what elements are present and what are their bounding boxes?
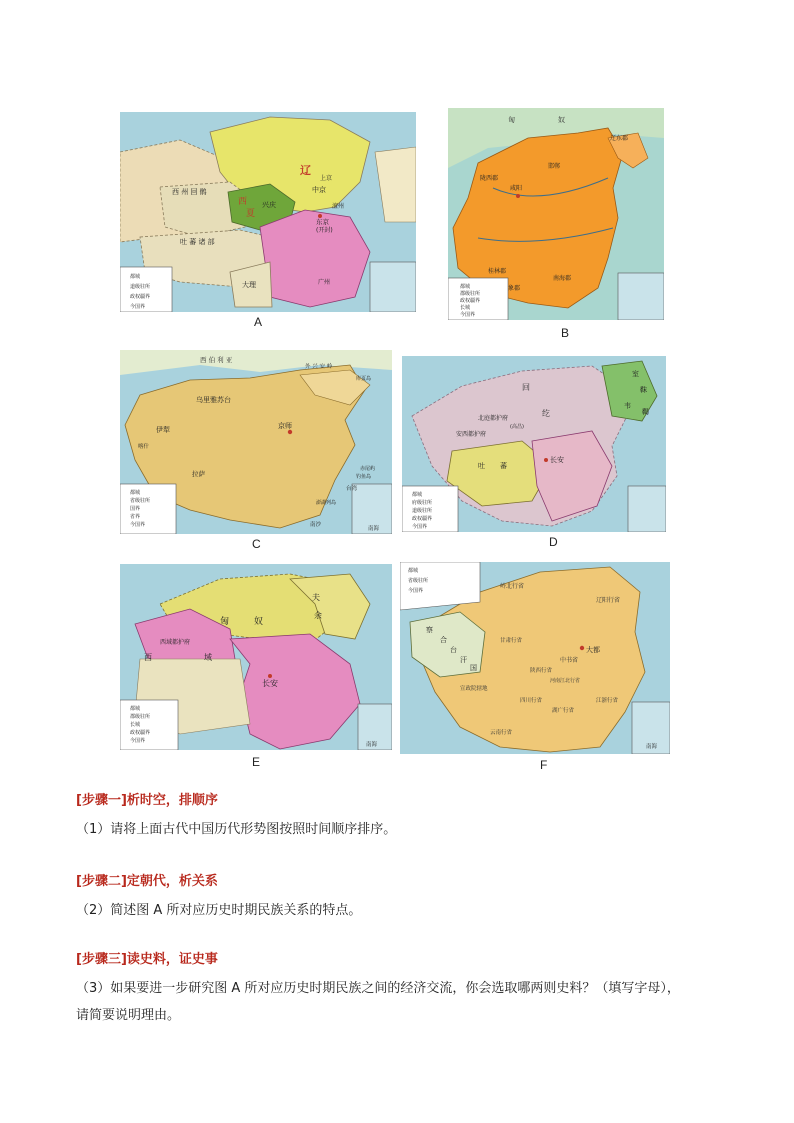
question-1: （1）请将上面古代中国历代形势图按照时间顺序排序。 — [76, 822, 397, 837]
question-2: （2）简述图 A 所对应历史时期民族关系的特点。 — [76, 903, 362, 918]
map-d-legend-5: 今国界 — [412, 524, 428, 530]
map-b-label-longxi: 陇西郡 — [480, 175, 499, 182]
map-a-label-guangzhou: 广州 — [318, 279, 331, 286]
map-a-label-kaifeng: (开封) — [316, 227, 333, 234]
map-e-legend-3: 长城 — [130, 722, 141, 728]
map-c-label-nansha: 南沙 — [310, 522, 322, 528]
map-e-legend-4: 政权疆界 — [130, 730, 151, 736]
map-f-label-sichuan: 四川行省 — [520, 698, 543, 704]
map-c-label-taiwan: 台湾 — [346, 486, 358, 492]
map-b — [448, 108, 664, 320]
map-a-label-xia: 夏 — [246, 209, 256, 219]
map-f-label-han: 汗 — [460, 656, 467, 664]
map-f-label-huguang: 湖广行省 — [552, 708, 575, 714]
map-d-label-hui: 回 — [522, 383, 530, 392]
map-d-legend-4: 政权疆界 — [412, 516, 433, 522]
map-d-label-anxi: 安西都护府 — [456, 431, 487, 438]
map-c-label-yili: 伊犁 — [156, 426, 170, 434]
map-a-label-chanzhou: 澶州 — [332, 203, 345, 210]
question-3-line-2: 请简要说明理由。 — [76, 1008, 181, 1023]
map-a-label-zhongjing: 中京 — [312, 186, 326, 194]
map-f-legend-3: 今国界 — [408, 588, 424, 594]
map-e-label-xiong: 匈 — [220, 617, 230, 627]
map-e-label-nanhai: 南海 — [366, 742, 378, 748]
map-a-label-xizhou-huihu: 西 州 回 鹘 — [172, 188, 207, 196]
map-d-label-bo: 蕃 — [500, 462, 507, 470]
map-c-label-uliastai: 乌里雅苏台 — [196, 396, 231, 404]
map-b-label-xiong: 匈 — [508, 116, 515, 124]
map-b-label-guilin: 桂林郡 — [488, 268, 507, 275]
caption-c: C — [252, 537, 261, 551]
map-b-label-liaodong: 辽东郡 — [610, 135, 629, 142]
map-c-label-kashi: 喀什 — [138, 444, 150, 450]
map-e-label-xiyu-duhufu: 西域都护府 — [160, 639, 191, 646]
map-d-legend-2: 府级驻所 — [412, 500, 433, 506]
map-f-label-gansu: 甘肃行省 — [500, 638, 523, 644]
map-d-legend-3: 道级驻所 — [412, 508, 433, 514]
map-f-label-liaoyang: 辽阳行省 — [596, 597, 621, 604]
map-d-legend-1: 都城 — [412, 492, 423, 498]
map-f-label-xuanzhengyuan: 宣政院辖地 — [460, 686, 488, 692]
map-c-label-nanhai: 南海 — [368, 526, 380, 532]
map-d-label-tu: 吐 — [478, 462, 485, 470]
map-c-label-chiweiyu: 赤尾屿 — [360, 466, 376, 472]
map-a-label-xi: 西 — [238, 197, 248, 207]
map-d — [402, 356, 666, 532]
map-b-legend-5: 今国界 — [460, 312, 476, 318]
map-f-label-jiangzhe: 江浙行省 — [596, 698, 619, 704]
map-f-label-guo: 国 — [470, 664, 477, 672]
map-c-label-diaoyudao: 钓鱼岛 — [356, 474, 372, 480]
caption-a: A — [254, 315, 263, 329]
map-f-label-lingbei: 岭北行省 — [500, 583, 525, 590]
map-f-label-nanhai: 南海 — [646, 744, 658, 750]
map-a-label-dongjing: 东京 — [316, 218, 329, 226]
map-d-label-he: 纥 — [542, 409, 550, 418]
caption-e: E — [252, 755, 261, 769]
map-f-label-he: 合 — [440, 636, 447, 644]
map-b-legend-4: 长城 — [460, 305, 471, 311]
map-a-legend-4: 今国界 — [130, 304, 146, 310]
map-c-label-kuyedao: 库页岛 — [356, 376, 372, 382]
map-a-legend-2: 道级驻所 — [130, 284, 151, 290]
map-f-label-dadu: 大都 — [586, 646, 600, 654]
step-1-heading: [步骤一]析时空，排顺序 — [76, 793, 218, 808]
map-f — [400, 562, 670, 754]
map-b-label-nanhai: 南海郡 — [553, 275, 572, 282]
map-f-label-zhongshu: 中书省 — [560, 657, 579, 664]
map-f-legend-2: 省级驻所 — [408, 578, 429, 584]
map-a-label-xingqing: 兴庆 — [262, 201, 276, 209]
map-c-label-jingshi: 京师 — [278, 422, 292, 430]
map-c-label-waixinganling: 外 兴 安 岭 — [305, 364, 333, 370]
map-f-label-cha: 察 — [426, 626, 433, 634]
map-b-label-handan: 邯郸 — [548, 163, 561, 170]
map-d-label-beiting: 北庭都护府 — [478, 415, 509, 422]
map-c — [120, 350, 392, 534]
map-f-label-yunnan: 云南行省 — [490, 730, 513, 736]
map-e-label-yu: 余 — [314, 611, 322, 620]
map-a-label-shangjing: 上京 — [320, 175, 333, 182]
caption-b: B — [561, 326, 570, 340]
map-b-legend-3: 政权疆界 — [460, 298, 481, 304]
caption-d: D — [549, 535, 558, 549]
map-b-legend-1: 都城 — [460, 284, 471, 290]
caption-f: F — [540, 758, 548, 772]
map-c-label-penghu: 澎湖列岛 — [316, 500, 337, 506]
map-a-legend-1: 都城 — [130, 274, 141, 280]
map-c-label-lasa: 拉萨 — [192, 470, 205, 478]
map-b-label-xianyang: 咸阳 — [510, 185, 523, 192]
map-b-label-nu: 奴 — [558, 116, 565, 124]
map-a — [120, 112, 416, 312]
map-a-label-tubo: 吐 蕃 诸 部 — [180, 238, 215, 246]
map-e-label-changan: 长安 — [262, 679, 278, 688]
map-c-label-siberia: 西 伯 利 亚 — [200, 356, 233, 364]
map-d-label-gaochang: (高昌) — [510, 424, 524, 430]
step-2-heading: [步骤二]定朝代，析关系 — [76, 874, 218, 889]
map-c-legend-3: 国界 — [130, 506, 141, 512]
map-a-legend-3: 政权疆界 — [130, 294, 151, 300]
map-a-label-liao: 辽 — [300, 164, 311, 177]
map-d-label-changan: 长安 — [550, 456, 564, 464]
question-3: （3）如果要进一步研究图 A 所对应历史时期民族之间的经济交流，你会选取哪两则史料？（填写字母）， — [76, 981, 680, 996]
map-f-label-henanjiangbei: 河南江北行省 — [550, 678, 581, 684]
map-d-label-wei: 韦 — [624, 402, 631, 410]
map-d-label-jie: 鞨 — [642, 408, 649, 416]
map-e-label-yu2: 域 — [204, 653, 212, 662]
map-c-legend-4: 省界 — [130, 514, 141, 520]
map-a-label-dali: 大理 — [242, 281, 256, 289]
step-3-heading: [步骤三]读史料，证史事 — [76, 952, 218, 967]
map-e-label-fu: 夫 — [312, 593, 320, 602]
map-e-legend-1: 都城 — [130, 706, 141, 712]
map-b-label-xiang: 象郡 — [508, 285, 521, 292]
map-d-label-mo: 靺 — [640, 386, 647, 394]
map-e-legend-5: 今国界 — [130, 738, 146, 744]
map-f-label-shaanxi: 陕西行省 — [530, 668, 553, 674]
map-c-legend-2: 省级驻所 — [130, 498, 151, 504]
map-f-legend-1: 都城 — [408, 568, 419, 574]
map-c-legend-5: 今国界 — [130, 522, 146, 528]
map-d-label-shi: 室 — [632, 370, 639, 378]
map-e-label-nu: 奴 — [254, 617, 264, 627]
map-e-legend-2: 郡级驻所 — [130, 714, 151, 720]
map-e-label-xi: 西 — [144, 653, 152, 662]
map-b-legend-2: 郡级驻所 — [460, 291, 481, 297]
map-f-label-tai: 台 — [450, 646, 457, 654]
map-e — [120, 564, 392, 750]
map-c-legend-1: 都城 — [130, 490, 141, 496]
